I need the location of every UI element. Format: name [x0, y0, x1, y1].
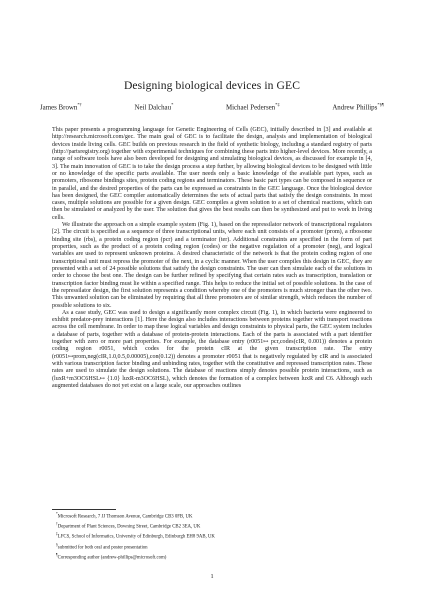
author: Andrew Phillips*§¶ — [332, 102, 384, 112]
body-paragraph: We illustrate the approach on a simple example system (Fig. 1), based on the repressilator network of transcriptional regulators [2]. The circuit is specified as a sequence of three transcriptional units, where each unit consists of a promoter (prom), a ribosome binding site (rbs), a protein coding region (pcr) and a terminator (ter). Additional constraints are specified in the form of part properties, such as the product of a protein coding region (codes) or the negative regulation of a promoter (neg), and logical variables are used to represent unknown proteins. A desired characteristic of the network is that the protein coding region of one transcriptional unit must repress the promoter of the next, in a cyclic manner. When the user compiles this design in GEC, they are presented with a set of 24 possible solutions that satisfy the design constraints. The user can then simulate each of the solutions in order to choose the best one. The design can be further refined by specifying that certain rates such as transcription, translation or transcription factor binding must lie within a specified range. This helps to reduce the initial set of possible solutions. In the case of the repressilator design, the first solution represents a condition whereby one of the promoters is much stronger than the other two. This unwanted solution can be eliminated by requiring that all three promoters are of similar strength, which reduces the number of possible solutions to six. — [52, 222, 372, 309]
author: Michael Pedersen*‡ — [225, 102, 280, 112]
author: James Brown*† — [40, 102, 82, 112]
footnote: †Department of Plant Sciences, Downing Street, Cambridge CB2 3EA, UK — [56, 522, 201, 530]
author-affiliation-marks: * — [171, 102, 174, 107]
abstract-body — [52, 127, 372, 390]
footnote: *Microsoft Research, 7 JJ Thomson Avenue, Cambridge CB3 0FB, UK — [56, 512, 193, 520]
body-paragraph: As a case study, GEC was used to design a significantly more complex circuit (Fig. 1), in which bacteria were engineered to exhibit predator-prey interactions [1]. Here the design also includes interactions between proteins together with transport reactions across the cell membrane. In order to map these logical variables and design constraints to physical parts, the GEC system includes a database of parts, together with a database of protein-protein interactions. Each of the parts is associated with a part identifier together with zero or more part properties. For example, the database entry (r0051↦ pcr,codes(cIR, 0.001)) denotes a protein coding region r0051, which codes for the protein cIR at the given transcription rate. The entry (r0051↦prom,neg(cIR,1.0,0.5,0.00005),con(0.12)) denotes a promoter r0051 that is negatively regulated by cIR and is associated with various transcription factor binding and unbinding rates, together with the constitutive and repressed transcription rates. These rates are used to simulate the design solutions. The database of reactions simply denotes possible protein interactions, such as (luxR+m3OC6HSL↦ {1.0} luxR-m3OC6HSL), which denotes the formation of a complex between luxR and C6. Although such augmented databases do not yet exist on a large scale, our approaches outlines — [52, 309, 372, 389]
footnote: ¶Corresponding author (andrew-phillips@microsoft.com) — [56, 552, 167, 561]
author-affiliation-marks: *§¶ — [377, 102, 384, 107]
footnotes — [56, 511, 376, 562]
author-affiliation-marks: *† — [77, 102, 82, 107]
footnote: §submitted for both oral and poster presentation — [56, 542, 148, 551]
footnote: ‡LFCS, School of Informatics, University of Edinburgh, Edinburgh EH8 9AB, UK — [56, 532, 215, 540]
page-number: 1 — [210, 573, 214, 580]
body-paragraph: This paper presents a programming language for Genetic Engineering of Cells (GEC), initially described in [3] and available at http://research.microsoft.com/gec. The main goal of GEC is to facilitate the design, analysis and implementation of biological devices inside living cells. GEC builds on previous research in the field of synthetic biology, including a standard registry of parts (http://partsregistry.org) together with experimental techniques for combining these parts into higher-level devices. More recently, a range of software tools have also been developed for designing and simulating biological devices, as discussed for example in [4, 3]. The main innovation of GEC is to take the design process a step further, by allowing biological devices to be designed with little or no knowledge of the specific parts available. The user needs only a basic knowledge of the available part types, such as promoters, ribosome bindings sites, protein coding regions and terminators. These basic part types can be composed in sequence or in parallel, and the desired properties of the parts can be expressed as constraints in the GEC language. Once the biological device has been designed, the GEC compiler automatically determines the sets of actual parts that satisfy the design constraints. In most cases, multiple solutions are possible for a given design. GEC compiles a given solution to a set of chemical reactions, which can then be simulated or analyzed by the user. The solution that gives the best results can then be synthesized and put to work in living cells. — [52, 127, 372, 221]
paper-title: Designing biological devices in GEC — [123, 79, 301, 92]
footnote-divider — [52, 509, 116, 510]
author: Neil Dalchau* — [134, 102, 174, 112]
author-list — [40, 102, 384, 111]
author-affiliation-marks: *‡ — [275, 102, 280, 107]
